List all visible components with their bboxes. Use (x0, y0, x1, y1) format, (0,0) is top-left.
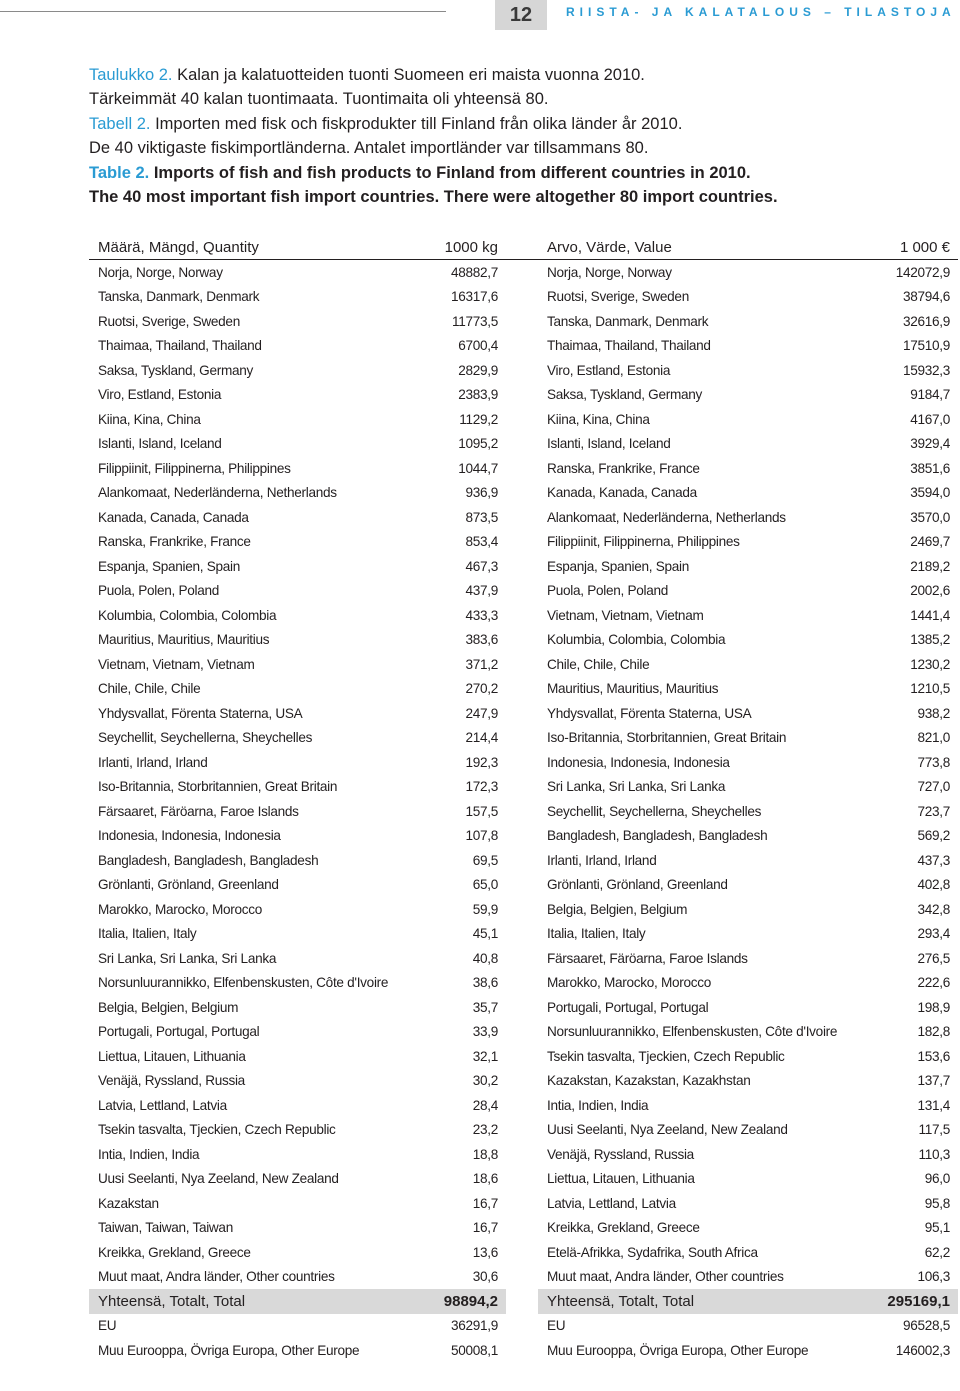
quantity-country-cell: Kanada, Canada, Canada (98, 509, 249, 525)
value-amount-cell: 137,7 (917, 1073, 950, 1089)
value-country-cell: Yhdysvallat, Förenta Staterna, USA (547, 705, 752, 721)
quantity-value-cell: 383,6 (465, 632, 498, 648)
quantity-country-cell: Liettua, Litauen, Lithuania (98, 1048, 246, 1064)
value-country-cell: Norsunluurannikko, Elfenbenskusten, Côte d'Ivoire (547, 1024, 838, 1040)
value-country-cell: Bangladesh, Bangladesh, Bangladesh (547, 828, 768, 844)
table-row (89, 897, 958, 922)
quantity-value-cell: 1129,2 (459, 411, 498, 427)
caption-text: Importen med fisk och fiskprodukter till Finland från olika länder år 2010. (155, 114, 683, 133)
value-amount-cell: 15932,3 (902, 362, 950, 378)
column-gap (506, 701, 538, 726)
quantity-country-cell: Islanti, Island, Iceland (98, 436, 222, 452)
table-captions (89, 63, 949, 209)
quantity-value-cell: 11773,5 (451, 313, 498, 329)
quantity-country-cell: Muu Eurooppa, Övriga Europa, Other Europe (98, 1342, 360, 1358)
quantity-country-cell: EU (98, 1318, 117, 1334)
quantity-value-cell: 59,9 (472, 901, 498, 917)
quantity-value-cell: 50008,1 (450, 1342, 498, 1358)
column-gap (506, 946, 538, 971)
table-row (89, 309, 958, 334)
quantity-value-cell: 192,3 (465, 754, 498, 770)
value-country-cell: Färsaaret, Färöarna, Faroe Islands (547, 950, 748, 966)
column-gap (506, 652, 538, 677)
quantity-country-cell: Vietnam, Vietnam, Vietnam (98, 656, 255, 672)
value-amount-cell: 110,3 (918, 1146, 950, 1162)
quantity-value-cell: 467,3 (465, 558, 498, 574)
header-rule (0, 11, 446, 12)
quantity-country-cell: Seychellit, Seychellerna, Sheychelles (98, 730, 313, 746)
column-gap (506, 1240, 538, 1265)
value-amount-cell: 222,6 (917, 975, 950, 991)
quantity-value-cell: 6700,4 (458, 338, 498, 354)
column-gap (506, 873, 538, 898)
column-gap (506, 775, 538, 800)
value-country-cell: Sri Lanka, Sri Lanka, Sri Lanka (547, 779, 726, 795)
quantity-country-cell: Ruotsi, Sverige, Sweden (98, 313, 240, 329)
quantity-country-cell: Norsunluurannikko, Elfenbenskusten, Côte d'Ivoire (98, 975, 389, 991)
value-column-header: Arvo, Värde, Value (538, 235, 862, 260)
table-row (89, 1020, 958, 1045)
value-amount-cell: 821,0 (917, 730, 950, 746)
quantity-country-cell: Espanja, Spanien, Spain (98, 558, 240, 574)
column-gap (506, 824, 538, 849)
quantity-country-cell: Venäjä, Ryssland, Russia (98, 1073, 245, 1089)
value-country-cell: Vietnam, Vietnam, Vietnam (547, 607, 704, 623)
column-gap (506, 971, 538, 996)
value-amount-cell: 2189,2 (910, 558, 950, 574)
quantity-value-cell: 13,6 (472, 1244, 498, 1260)
quantity-country-cell: Indonesia, Indonesia, Indonesia (98, 828, 281, 844)
quantity-value-cell: 23,2 (472, 1122, 498, 1138)
quantity-country-cell: Ranska, Frankrike, France (98, 534, 251, 550)
value-amount-cell: 727,0 (917, 779, 950, 795)
value-country-cell: Tsekin tasvalta, Tjeckien, Czech Republic (547, 1048, 785, 1064)
value-amount-cell: 295169,1 (862, 1289, 958, 1314)
table-row (89, 946, 958, 971)
value-country-cell: Uusi Seelanti, Nya Zeeland, New Zealand (547, 1122, 788, 1138)
value-amount-cell: 3929,4 (910, 436, 950, 452)
value-amount-cell: 146002,3 (895, 1342, 950, 1358)
value-country-cell: Venäjä, Ryssland, Russia (547, 1146, 694, 1162)
column-gap (506, 456, 538, 481)
quantity-country-cell: Norja, Norge, Norway (98, 264, 223, 280)
column-gap (506, 1118, 538, 1143)
value-country-cell: Tanska, Danmark, Denmark (547, 313, 709, 329)
quantity-country-cell: Viro, Estland, Estonia (98, 387, 222, 403)
value-country-cell: Iso-Britannia, Storbritannien, Great Britain (547, 730, 787, 746)
quantity-value-cell: 2383,9 (458, 387, 498, 403)
value-country-cell: Intia, Indien, India (547, 1097, 649, 1113)
table-row (89, 285, 958, 310)
value-country-cell: Muut maat, Andra länder, Other countries (547, 1269, 784, 1285)
table-row (89, 1240, 958, 1265)
quantity-value-cell: 33,9 (472, 1024, 498, 1040)
column-gap (506, 922, 538, 947)
value-amount-cell: 96528,5 (902, 1318, 950, 1334)
quantity-country-cell: Irlanti, Irland, Irland (98, 754, 208, 770)
value-amount-cell: 32616,9 (902, 313, 950, 329)
column-gap (506, 1191, 538, 1216)
table-row (89, 701, 958, 726)
value-country-cell: Belgia, Belgien, Belgium (547, 901, 688, 917)
value-amount-cell: 17510,9 (902, 338, 950, 354)
column-gap (506, 1142, 538, 1167)
column-gap (506, 1338, 538, 1363)
quantity-value-cell: 437,9 (465, 583, 498, 599)
table-row (89, 505, 958, 530)
caption-text: Kalan ja kalatuotteiden tuonti Suomeen eri maista vuonna 2010. (177, 66, 645, 84)
table-header-row (89, 235, 958, 260)
quantity-unit-header: 1000 kg (413, 235, 506, 260)
quantity-value-cell: 48882,7 (450, 264, 498, 280)
quantity-value-cell: 16,7 (472, 1195, 498, 1211)
value-amount-cell: 182,8 (917, 1024, 950, 1040)
quantity-country-cell: Latvia, Lettland, Latvia (98, 1097, 227, 1113)
quantity-country-cell: Italia, Italien, Italy (98, 926, 197, 942)
value-country-cell: Alankomaat, Nederländerna, Netherlands (547, 509, 786, 525)
quantity-country-cell: Sri Lanka, Sri Lanka, Sri Lanka (98, 950, 277, 966)
table-row (89, 358, 958, 383)
value-amount-cell: 142072,9 (895, 264, 950, 280)
value-country-cell: Seychellit, Seychellerna, Sheychelles (547, 803, 762, 819)
quantity-value-cell: 45,1 (472, 926, 498, 942)
table-row (89, 628, 958, 653)
value-amount-cell: 117,5 (918, 1122, 950, 1138)
value-amount-cell: 2002,6 (910, 583, 950, 599)
caption-text: Tärkeimmät 40 kalan tuontimaata. Tuontimaita oli yhteensä 80. (89, 90, 549, 109)
column-gap (506, 799, 538, 824)
column-gap (506, 383, 538, 408)
value-amount-cell: 938,2 (917, 705, 950, 721)
quantity-country-cell: Yhteensä, Totalt, Total (89, 1289, 413, 1314)
value-country-cell: Chile, Chile, Chile (547, 656, 650, 672)
quantity-value-cell: 69,5 (472, 852, 498, 868)
column-gap (506, 505, 538, 530)
table-row (89, 726, 958, 751)
column-gap (506, 677, 538, 702)
caption-label: Table 2. (89, 163, 150, 182)
column-gap (506, 554, 538, 579)
quantity-country-cell: Alankomaat, Nederländerna, Netherlands (98, 485, 337, 501)
table-row (89, 334, 958, 359)
column-gap (506, 1020, 538, 1045)
table-row (89, 652, 958, 677)
quantity-value-cell: 270,2 (465, 681, 498, 697)
table-row (89, 1044, 958, 1069)
column-gap (506, 407, 538, 432)
value-amount-cell: 1210,5 (910, 681, 950, 697)
caption-label: Tabell 2. (89, 114, 151, 133)
value-country-cell: Saksa, Tyskland, Germany (547, 387, 702, 403)
value-country-cell: Norja, Norge, Norway (547, 264, 672, 280)
table-row (89, 554, 958, 579)
quantity-value-cell: 433,3 (465, 607, 498, 623)
quantity-country-cell: Puola, Polen, Poland (98, 583, 219, 599)
table-row (89, 1167, 958, 1192)
caption-text: Imports of fish and fish products to Finland from different countries in 2010. (153, 163, 751, 182)
value-amount-cell: 3594,0 (910, 485, 950, 501)
value-country-cell: EU (547, 1318, 566, 1334)
value-country-cell: Liettua, Litauen, Lithuania (547, 1171, 695, 1187)
value-country-cell: Kazakstan, Kazakstan, Kazakhstan (547, 1073, 751, 1089)
quantity-country-cell: Marokko, Marocko, Morocco (98, 901, 262, 917)
quantity-country-cell: Grönlanti, Grönland, Greenland (98, 877, 279, 893)
quantity-country-cell: Tanska, Danmark, Denmark (98, 289, 260, 305)
table-row (89, 799, 958, 824)
caption-text: The 40 most important fish import countries. There were altogether 80 import countries. (89, 188, 778, 207)
table-row (89, 456, 958, 481)
column-gap (506, 848, 538, 873)
value-country-cell: Ruotsi, Sverige, Sweden (547, 289, 689, 305)
value-country-cell: Thaimaa, Thailand, Thailand (547, 338, 711, 354)
quantity-value-cell: 873,5 (465, 509, 498, 525)
quantity-value-cell: 38,6 (472, 975, 498, 991)
value-country-cell: Espanja, Spanien, Spain (547, 558, 689, 574)
quantity-country-cell: Kazakstan (98, 1195, 159, 1211)
caption-label: Taulukko 2. (89, 66, 173, 84)
quantity-value-cell: 18,6 (472, 1171, 498, 1187)
column-gap (506, 481, 538, 506)
value-country-cell: Kiina, Kina, China (547, 411, 650, 427)
table-row (89, 971, 958, 996)
quantity-value-cell: 107,8 (465, 828, 498, 844)
quantity-value-cell: 30,6 (472, 1269, 498, 1285)
value-country-cell: Kanada, Kanada, Canada (547, 485, 697, 501)
summary-row (89, 1338, 958, 1363)
column-gap (506, 285, 538, 310)
quantity-value-cell: 98894,2 (413, 1289, 506, 1314)
column-gap (506, 1265, 538, 1290)
value-amount-cell: 131,4 (917, 1097, 950, 1113)
value-amount-cell: 569,2 (917, 828, 950, 844)
quantity-value-cell: 36291,9 (450, 1318, 498, 1334)
column-gap (506, 260, 538, 285)
table-row (89, 775, 958, 800)
value-country-cell: Puola, Polen, Poland (547, 583, 668, 599)
quantity-country-cell: Kreikka, Grekland, Greece (98, 1244, 251, 1260)
table-row (89, 1069, 958, 1094)
value-amount-cell: 773,8 (917, 754, 950, 770)
value-amount-cell: 342,8 (917, 901, 950, 917)
value-country-cell: Kolumbia, Colombia, Colombia (547, 632, 726, 648)
table-row (89, 1216, 958, 1241)
column-gap (506, 628, 538, 653)
table-row (89, 579, 958, 604)
table-row (89, 1142, 958, 1167)
table-row (89, 873, 958, 898)
quantity-country-cell: Färsaaret, Färöarna, Faroe Islands (98, 803, 299, 819)
value-amount-cell: 95,1 (924, 1220, 950, 1236)
quantity-value-cell: 371,2 (465, 656, 498, 672)
column-gap (506, 726, 538, 751)
table-row (89, 603, 958, 628)
value-country-cell: Muu Eurooppa, Övriga Europa, Other Europe (547, 1342, 809, 1358)
column-gap (506, 334, 538, 359)
value-amount-cell: 437,3 (917, 852, 950, 868)
value-amount-cell: 1441,4 (910, 607, 950, 623)
quantity-value-cell: 18,8 (472, 1146, 498, 1162)
value-amount-cell: 2469,7 (910, 534, 950, 550)
caption-line (89, 161, 949, 185)
table-body (89, 260, 958, 1363)
quantity-value-cell: 28,4 (472, 1097, 498, 1113)
table-row (89, 260, 958, 285)
table-row (89, 677, 958, 702)
column-gap (506, 995, 538, 1020)
value-country-cell: Irlanti, Irland, Irland (547, 852, 657, 868)
value-amount-cell: 38794,6 (902, 289, 950, 305)
value-country-cell: Portugali, Portugal, Portugal (547, 999, 709, 1015)
quantity-value-cell: 214,4 (465, 730, 498, 746)
quantity-country-cell: Bangladesh, Bangladesh, Bangladesh (98, 852, 319, 868)
quantity-country-cell: Muut maat, Andra länder, Other countries (98, 1269, 335, 1285)
quantity-country-cell: Belgia, Belgien, Belgium (98, 999, 239, 1015)
quantity-value-cell: 1095,2 (458, 436, 498, 452)
value-amount-cell: 198,9 (917, 999, 950, 1015)
table-row (89, 922, 958, 947)
table-row (89, 481, 958, 506)
quantity-country-cell: Kiina, Kina, China (98, 411, 201, 427)
quantity-value-cell: 30,2 (472, 1073, 498, 1089)
quantity-value-cell: 172,3 (465, 779, 498, 795)
quantity-country-cell: Uusi Seelanti, Nya Zeeland, New Zealand (98, 1171, 339, 1187)
caption-line (89, 185, 949, 209)
value-amount-cell: 96,0 (924, 1171, 950, 1187)
quantity-country-cell: Yhdysvallat, Förenta Staterna, USA (98, 705, 303, 721)
value-country-cell: Marokko, Marocko, Morocco (547, 975, 711, 991)
column-gap (506, 1167, 538, 1192)
table-row (89, 750, 958, 775)
value-country-cell: Viro, Estland, Estonia (547, 362, 671, 378)
value-country-cell: Mauritius, Mauritius, Mauritius (547, 681, 719, 697)
value-amount-cell: 3570,0 (910, 509, 950, 525)
column-gap (506, 897, 538, 922)
quantity-value-cell: 2829,9 (458, 362, 498, 378)
table-row (89, 1265, 958, 1290)
table-row (89, 1093, 958, 1118)
quantity-value-cell: 40,8 (472, 950, 498, 966)
table-row (89, 383, 958, 408)
total-row (89, 1289, 958, 1314)
value-amount-cell: 4167,0 (910, 411, 950, 427)
quantity-country-cell: Chile, Chile, Chile (98, 681, 201, 697)
caption-line (89, 136, 949, 160)
quantity-value-cell: 16317,6 (450, 289, 498, 305)
quantity-country-cell: Intia, Indien, India (98, 1146, 200, 1162)
column-gap (506, 1216, 538, 1241)
column-gap (506, 358, 538, 383)
value-amount-cell: 3851,6 (910, 460, 950, 476)
table-row (89, 1191, 958, 1216)
fish-import-table (89, 235, 958, 1363)
value-amount-cell: 293,4 (917, 926, 950, 942)
quantity-country-cell: Portugali, Portugal, Portugal (98, 1024, 260, 1040)
column-gap (506, 1069, 538, 1094)
quantity-value-cell: 16,7 (472, 1220, 498, 1236)
value-country-cell: Islanti, Island, Iceland (547, 436, 671, 452)
column-gap (506, 530, 538, 555)
value-unit-header: 1 000 € (862, 235, 958, 260)
value-country-cell: Filippiinit, Filippinerna, Philippines (547, 534, 740, 550)
value-amount-cell: 153,6 (917, 1048, 950, 1064)
caption-line (89, 87, 949, 111)
quantity-column-header: Määrä, Mängd, Quantity (89, 235, 413, 260)
value-amount-cell: 62,2 (924, 1244, 950, 1260)
value-country-cell: Latvia, Lettland, Latvia (547, 1195, 676, 1211)
value-amount-cell: 1230,2 (910, 656, 950, 672)
value-country-cell: Etelä-Afrikka, Sydafrika, South Africa (547, 1244, 758, 1260)
quantity-country-cell: Mauritius, Mauritius, Mauritius (98, 632, 270, 648)
caption-text: De 40 viktigaste fiskimportländerna. Antalet importländer var tillsammans 80. (89, 139, 649, 158)
value-amount-cell: 95,8 (924, 1195, 950, 1211)
value-country-cell: Kreikka, Grekland, Greece (547, 1220, 700, 1236)
quantity-value-cell: 65,0 (472, 877, 498, 893)
quantity-country-cell: Thaimaa, Thailand, Thailand (98, 338, 262, 354)
quantity-value-cell: 1044,7 (458, 460, 498, 476)
value-country-cell: Indonesia, Indonesia, Indonesia (547, 754, 730, 770)
table-row (89, 824, 958, 849)
column-gap (506, 1289, 538, 1314)
quantity-country-cell: Saksa, Tyskland, Germany (98, 362, 253, 378)
table-row (89, 995, 958, 1020)
column-gap (506, 235, 538, 260)
quantity-country-cell: Iso-Britannia, Storbritannien, Great Britain (98, 779, 338, 795)
quantity-country-cell: Taiwan, Taiwan, Taiwan (98, 1220, 233, 1236)
column-gap (506, 1044, 538, 1069)
quantity-value-cell: 247,9 (465, 705, 498, 721)
value-amount-cell: 1385,2 (910, 632, 950, 648)
running-header: RIISTA- JA KALATALOUS – TILASTOJA (566, 5, 956, 19)
table-row (89, 530, 958, 555)
quantity-value-cell: 853,4 (465, 534, 498, 550)
value-amount-cell: 402,8 (917, 877, 950, 893)
column-gap (506, 1314, 538, 1339)
quantity-value-cell: 157,5 (465, 803, 498, 819)
column-gap (506, 579, 538, 604)
quantity-value-cell: 35,7 (472, 999, 498, 1015)
value-country-cell: Italia, Italien, Italy (547, 926, 646, 942)
caption-line (89, 63, 949, 87)
value-country-cell: Ranska, Frankrike, France (547, 460, 700, 476)
page-number: 12 (495, 0, 547, 30)
value-amount-cell: 106,3 (917, 1269, 950, 1285)
quantity-country-cell: Tsekin tasvalta, Tjeckien, Czech Republic (98, 1122, 336, 1138)
table-row (89, 407, 958, 432)
value-country-cell: Grönlanti, Grönland, Greenland (547, 877, 728, 893)
caption-line (89, 112, 949, 136)
quantity-country-cell: Filippiinit, Filippinerna, Philippines (98, 460, 291, 476)
column-gap (506, 603, 538, 628)
column-gap (506, 309, 538, 334)
column-gap (506, 432, 538, 457)
table-row (89, 848, 958, 873)
quantity-value-cell: 936,9 (465, 485, 498, 501)
value-amount-cell: 9184,7 (910, 387, 950, 403)
value-country-cell: Yhteensä, Totalt, Total (538, 1289, 862, 1314)
quantity-value-cell: 32,1 (472, 1048, 498, 1064)
value-amount-cell: 723,7 (917, 803, 950, 819)
table-row (89, 432, 958, 457)
value-amount-cell: 276,5 (917, 950, 950, 966)
column-gap (506, 1093, 538, 1118)
table-row (89, 1118, 958, 1143)
summary-row (89, 1314, 958, 1339)
quantity-country-cell: Kolumbia, Colombia, Colombia (98, 607, 277, 623)
column-gap (506, 750, 538, 775)
